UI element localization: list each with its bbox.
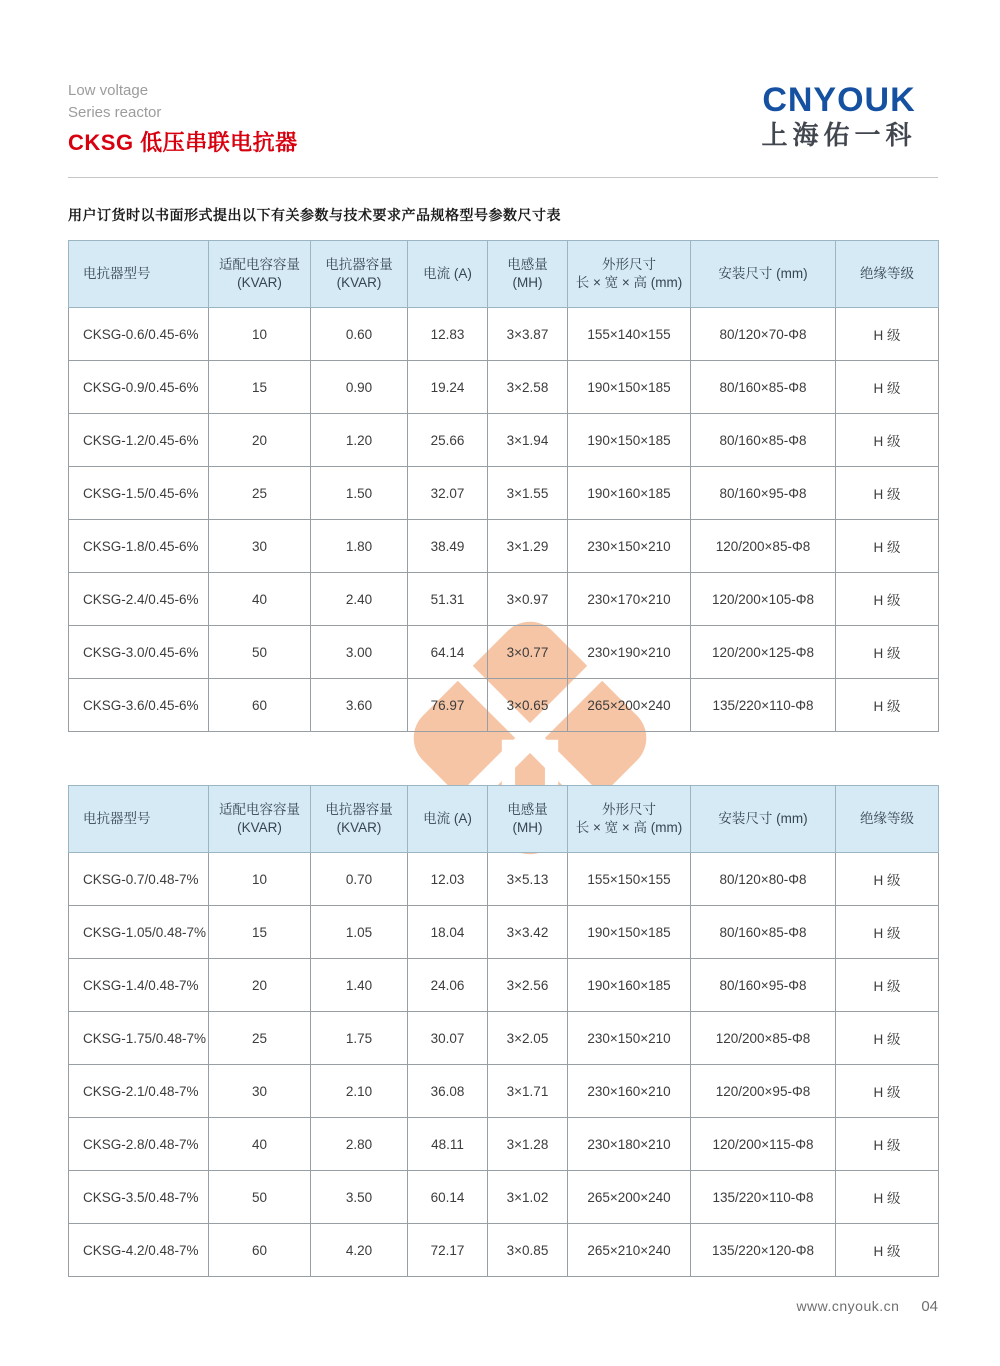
model-cell: CKSG-3.6/0.45-6% bbox=[69, 679, 209, 732]
value-cell: 20 bbox=[209, 414, 311, 467]
table-row bbox=[69, 1171, 939, 1224]
value-cell: 80/120×70-Φ8 bbox=[691, 308, 836, 361]
value-cell: H 级 bbox=[836, 1118, 939, 1171]
value-cell: 60.14 bbox=[408, 1171, 488, 1224]
column-header: 安装尺寸 (mm) bbox=[691, 241, 836, 308]
value-cell: 64.14 bbox=[408, 626, 488, 679]
value-cell: 0.70 bbox=[311, 853, 408, 906]
column-header: 电感量 (MH) bbox=[488, 786, 568, 853]
value-cell: 40 bbox=[209, 1118, 311, 1171]
value-cell: 25 bbox=[209, 467, 311, 520]
column-header: 绝缘等级 bbox=[836, 786, 939, 853]
value-cell: 80/160×85-Φ8 bbox=[691, 361, 836, 414]
value-cell: 265×200×240 bbox=[568, 1171, 691, 1224]
value-cell: 36.08 bbox=[408, 1065, 488, 1118]
model-cell: CKSG-2.8/0.48-7% bbox=[69, 1118, 209, 1171]
table-row bbox=[69, 573, 939, 626]
value-cell: 3.60 bbox=[311, 679, 408, 732]
brand-logo-text: CNYOUK bbox=[762, 81, 916, 119]
model-cell: CKSG-2.1/0.48-7% bbox=[69, 1065, 209, 1118]
table-row bbox=[69, 906, 939, 959]
value-cell: 10 bbox=[209, 853, 311, 906]
value-cell: 190×160×185 bbox=[568, 959, 691, 1012]
model-cell: CKSG-3.5/0.48-7% bbox=[69, 1171, 209, 1224]
value-cell: 230×150×210 bbox=[568, 520, 691, 573]
value-cell: 155×150×155 bbox=[568, 853, 691, 906]
value-cell: 3×1.28 bbox=[488, 1118, 568, 1171]
value-cell: H 级 bbox=[836, 1224, 939, 1277]
value-cell: H 级 bbox=[836, 308, 939, 361]
value-cell: 135/220×110-Φ8 bbox=[691, 1171, 836, 1224]
model-cell: CKSG-2.4/0.45-6% bbox=[69, 573, 209, 626]
column-header: 安装尺寸 (mm) bbox=[691, 786, 836, 853]
column-header: 电抗器型号 bbox=[69, 786, 209, 853]
value-cell: 40 bbox=[209, 573, 311, 626]
table-row bbox=[69, 1118, 939, 1171]
value-cell: 3×1.02 bbox=[488, 1171, 568, 1224]
value-cell: 1.75 bbox=[311, 1012, 408, 1065]
value-cell: 60 bbox=[209, 1224, 311, 1277]
column-header: 电流 (A) bbox=[408, 786, 488, 853]
table-row bbox=[69, 308, 939, 361]
value-cell: 25 bbox=[209, 1012, 311, 1065]
eyebrow-line-1: Low voltage bbox=[68, 82, 149, 99]
value-cell: 265×210×240 bbox=[568, 1224, 691, 1277]
value-cell: 38.49 bbox=[408, 520, 488, 573]
model-cell: CKSG-1.75/0.48-7% bbox=[69, 1012, 209, 1065]
model-cell: CKSG-0.9/0.45-6% bbox=[69, 361, 209, 414]
value-cell: 190×160×185 bbox=[568, 467, 691, 520]
table-row bbox=[69, 1012, 939, 1065]
value-cell: H 级 bbox=[836, 361, 939, 414]
value-cell: 4.20 bbox=[311, 1224, 408, 1277]
value-cell: 230×180×210 bbox=[568, 1118, 691, 1171]
model-cell: CKSG-1.4/0.48-7% bbox=[69, 959, 209, 1012]
value-cell: H 级 bbox=[836, 853, 939, 906]
header-row bbox=[69, 241, 939, 308]
value-cell: 190×150×185 bbox=[568, 906, 691, 959]
value-cell: 3×3.87 bbox=[488, 308, 568, 361]
value-cell: 19.24 bbox=[408, 361, 488, 414]
value-cell: 15 bbox=[209, 906, 311, 959]
value-cell: 120/200×115-Φ8 bbox=[691, 1118, 836, 1171]
model-cell: CKSG-0.7/0.48-7% bbox=[69, 853, 209, 906]
value-cell: 1.40 bbox=[311, 959, 408, 1012]
value-cell: 3×1.55 bbox=[488, 467, 568, 520]
value-cell: 80/160×95-Φ8 bbox=[691, 959, 836, 1012]
value-cell: 3×0.85 bbox=[488, 1224, 568, 1277]
spec-table bbox=[68, 240, 939, 732]
value-cell: 190×150×185 bbox=[568, 361, 691, 414]
value-cell: 15 bbox=[209, 361, 311, 414]
model-cell: CKSG-0.6/0.45-6% bbox=[69, 308, 209, 361]
column-header: 电抗器型号 bbox=[69, 241, 209, 308]
spec-table-7-percent bbox=[68, 785, 939, 1277]
model-cell: CKSG-1.05/0.48-7% bbox=[69, 906, 209, 959]
value-cell: 2.40 bbox=[311, 573, 408, 626]
value-cell: H 级 bbox=[836, 573, 939, 626]
value-cell: 3×1.94 bbox=[488, 414, 568, 467]
value-cell: 24.06 bbox=[408, 959, 488, 1012]
model-cell: CKSG-1.8/0.45-6% bbox=[69, 520, 209, 573]
table-row bbox=[69, 414, 939, 467]
value-cell: 3×1.71 bbox=[488, 1065, 568, 1118]
value-cell: 230×160×210 bbox=[568, 1065, 691, 1118]
value-cell: 3×0.65 bbox=[488, 679, 568, 732]
header-row bbox=[69, 786, 939, 853]
spec-table-6-percent bbox=[68, 240, 939, 732]
value-cell: 72.17 bbox=[408, 1224, 488, 1277]
table-row bbox=[69, 1065, 939, 1118]
value-cell: 80/160×85-Φ8 bbox=[691, 906, 836, 959]
value-cell: H 级 bbox=[836, 626, 939, 679]
value-cell: 12.83 bbox=[408, 308, 488, 361]
model-cell: CKSG-1.2/0.45-6% bbox=[69, 414, 209, 467]
value-cell: 18.04 bbox=[408, 906, 488, 959]
value-cell: 60 bbox=[209, 679, 311, 732]
value-cell: 155×140×155 bbox=[568, 308, 691, 361]
value-cell: 3×5.13 bbox=[488, 853, 568, 906]
value-cell: 120/200×85-Φ8 bbox=[691, 520, 836, 573]
value-cell: 48.11 bbox=[408, 1118, 488, 1171]
value-cell: 1.20 bbox=[311, 414, 408, 467]
value-cell: 1.80 bbox=[311, 520, 408, 573]
value-cell: 50 bbox=[209, 1171, 311, 1224]
brand-logo-chinese: 上海佑一科 bbox=[761, 120, 917, 150]
value-cell: H 级 bbox=[836, 679, 939, 732]
value-cell: 80/120×80-Φ8 bbox=[691, 853, 836, 906]
value-cell: 120/200×125-Φ8 bbox=[691, 626, 836, 679]
column-header: 适配电容容量 (KVAR) bbox=[209, 786, 311, 853]
value-cell: H 级 bbox=[836, 1065, 939, 1118]
value-cell: 76.97 bbox=[408, 679, 488, 732]
intro-text: 用户订货时以书面形式提出以下有关参数与技术要求产品规格型号参数尺寸表 bbox=[68, 207, 561, 223]
value-cell: 1.05 bbox=[311, 906, 408, 959]
value-cell: 3×3.42 bbox=[488, 906, 568, 959]
value-cell: H 级 bbox=[836, 414, 939, 467]
value-cell: 30 bbox=[209, 1065, 311, 1118]
value-cell: 120/200×105-Φ8 bbox=[691, 573, 836, 626]
eyebrow-text bbox=[68, 80, 161, 124]
model-cell: CKSG-3.0/0.45-6% bbox=[69, 626, 209, 679]
value-cell: H 级 bbox=[836, 959, 939, 1012]
column-header: 适配电容容量 (KVAR) bbox=[209, 241, 311, 308]
table-row bbox=[69, 1224, 939, 1277]
value-cell: 135/220×120-Φ8 bbox=[691, 1224, 836, 1277]
value-cell: 190×150×185 bbox=[568, 414, 691, 467]
footer-website: www.cnyouk.cn bbox=[796, 1298, 900, 1314]
value-cell: 120/200×85-Φ8 bbox=[691, 1012, 836, 1065]
value-cell: 2.80 bbox=[311, 1118, 408, 1171]
value-cell: 0.60 bbox=[311, 308, 408, 361]
value-cell: 20 bbox=[209, 959, 311, 1012]
column-header: 电流 (A) bbox=[408, 241, 488, 308]
value-cell: 3×0.97 bbox=[488, 573, 568, 626]
table-row bbox=[69, 467, 939, 520]
value-cell: 2.10 bbox=[311, 1065, 408, 1118]
value-cell: 30.07 bbox=[408, 1012, 488, 1065]
value-cell: 25.66 bbox=[408, 414, 488, 467]
value-cell: 3.50 bbox=[311, 1171, 408, 1224]
value-cell: 30 bbox=[209, 520, 311, 573]
value-cell: 3×2.56 bbox=[488, 959, 568, 1012]
value-cell: 50 bbox=[209, 626, 311, 679]
page-title: CKSG 低压串联电抗器 bbox=[68, 130, 298, 155]
column-header: 外形尺寸 长 × 宽 × 高 (mm) bbox=[568, 241, 691, 308]
column-header: 绝缘等级 bbox=[836, 241, 939, 308]
header-divider bbox=[68, 177, 938, 178]
column-header: 外形尺寸 长 × 宽 × 高 (mm) bbox=[568, 786, 691, 853]
table-row bbox=[69, 959, 939, 1012]
column-header: 电抗器容量 (KVAR) bbox=[311, 786, 408, 853]
table-row bbox=[69, 679, 939, 732]
table-row bbox=[69, 853, 939, 906]
value-cell: 3×2.58 bbox=[488, 361, 568, 414]
value-cell: 10 bbox=[209, 308, 311, 361]
value-cell: 265×200×240 bbox=[568, 679, 691, 732]
spec-table bbox=[68, 785, 939, 1277]
value-cell: 230×190×210 bbox=[568, 626, 691, 679]
value-cell: H 级 bbox=[836, 1012, 939, 1065]
model-cell: CKSG-4.2/0.48-7% bbox=[69, 1224, 209, 1277]
value-cell: H 级 bbox=[836, 467, 939, 520]
table-row bbox=[69, 361, 939, 414]
table-row bbox=[69, 626, 939, 679]
column-header: 电感量 (MH) bbox=[488, 241, 568, 308]
table-row bbox=[69, 520, 939, 573]
eyebrow-line-2: Series reactor bbox=[68, 104, 162, 121]
column-header: 电抗器容量 (KVAR) bbox=[311, 241, 408, 308]
value-cell: 80/160×95-Φ8 bbox=[691, 467, 836, 520]
value-cell: 230×150×210 bbox=[568, 1012, 691, 1065]
value-cell: 12.03 bbox=[408, 853, 488, 906]
value-cell: 135/220×110-Φ8 bbox=[691, 679, 836, 732]
value-cell: H 级 bbox=[836, 520, 939, 573]
page-footer bbox=[68, 1298, 938, 1315]
value-cell: H 级 bbox=[836, 1171, 939, 1224]
value-cell: 3.00 bbox=[311, 626, 408, 679]
value-cell: 1.50 bbox=[311, 467, 408, 520]
value-cell: 80/160×85-Φ8 bbox=[691, 414, 836, 467]
value-cell: 3×2.05 bbox=[488, 1012, 568, 1065]
value-cell: 3×1.29 bbox=[488, 520, 568, 573]
brand-logo bbox=[740, 82, 938, 152]
value-cell: H 级 bbox=[836, 906, 939, 959]
model-cell: CKSG-1.5/0.45-6% bbox=[69, 467, 209, 520]
value-cell: 32.07 bbox=[408, 467, 488, 520]
value-cell: 51.31 bbox=[408, 573, 488, 626]
value-cell: 3×0.77 bbox=[488, 626, 568, 679]
value-cell: 120/200×95-Φ8 bbox=[691, 1065, 836, 1118]
value-cell: 230×170×210 bbox=[568, 573, 691, 626]
footer-page-number: 04 bbox=[921, 1298, 938, 1315]
value-cell: 0.90 bbox=[311, 361, 408, 414]
